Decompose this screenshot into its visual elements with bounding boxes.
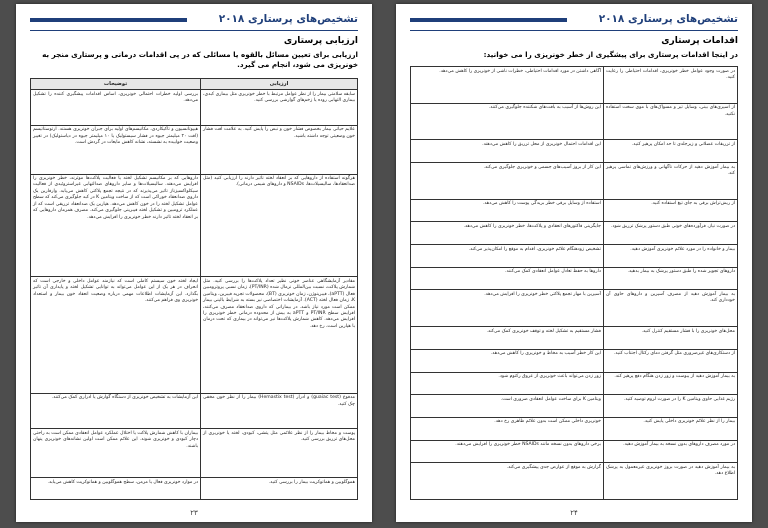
rationale-cell: فشار مستقیم به تشکیل لخته و توقف خونریزی کمک می‌کند. — [411, 327, 604, 350]
rationale-cell: این کار خطر آسیب به مخاط و خونریزی را کاهش می‌دهد. — [411, 349, 604, 372]
table-row — [411, 440, 738, 463]
interventions-table — [410, 66, 738, 500]
table-row — [411, 267, 738, 290]
rationale-cell: این کار از بروز آسیب‌های جسمی و خونریزی جلوگیری می‌کند. — [411, 163, 604, 200]
rationale-cell: داروها به حفظ تعادل عوامل انعقادی کمک می‌کنند. — [411, 267, 604, 290]
intervention-cell: از دستکاری‌های غیرضروری مثل گرفتن دمای رکتال اجتناب کنید. — [603, 349, 737, 372]
rationale-cell: جایگزینی فاکتورهای انعقادی و پلاکت‌ها، خطر خونریزی را کاهش می‌دهد. — [411, 222, 604, 245]
rationale-cell: ویتامین K برای ساخت عوامل انعقادی ضروری است. — [411, 395, 604, 418]
intervention-cell: در صورت نیاز، فرآورده‌های خونی طبق دستور پزشک تزریق شود. — [603, 222, 737, 245]
table-row — [31, 174, 358, 277]
table-row — [31, 429, 358, 478]
table-row — [411, 163, 738, 200]
rationale-cell: آسپرین با مهار تجمع پلاکتی خطر خونریزی را افزایش می‌دهد. — [411, 290, 604, 327]
rationale-cell: این آزمایشات به تشخیص خونریزی از دستگاه گوارش یا ادراری کمک می‌کنند. — [31, 393, 201, 428]
table-header-row — [31, 79, 358, 90]
intervention-cell: از اسپری‌های بینی، وسایل تیز و مسواک‌های با موی سخت استفاده نکنید. — [603, 103, 737, 140]
intervention-cell: رژیم غذایی حاوی ویتامین K را در صورت لزوم توصیه کنید. — [603, 395, 737, 418]
intervention-cell: به بیمار آموزش دهید از حرکات ناگهانی و ورزش‌های تماسی پرهیز کند. — [603, 163, 737, 200]
rationale-cell: بررسی اولیه خطرات احتمالی خونریزی، اساس اقدامات پیشگیری کننده را تشکیل می‌دهد. — [31, 90, 201, 125]
assessment-cell: علایم حیاتی بیمار بخصوص فشار خون و نبض را پایش کنید. به علامت افت فشار خون وضعیتی توجه داشته باشید. — [201, 125, 358, 174]
page-header — [410, 12, 738, 31]
rationale-cell: برخی داروهای بدون نسخه مانند NSAIDs خطر خونریزی را افزایش می‌دهند. — [411, 440, 604, 463]
header-title: تشخیص‌های پرستاری ۲۰۱۸ — [218, 13, 358, 25]
assessment-cell: هرگونه استفاده از داروهایی که بر انعقاد لخته تاثیر دارند را ارزیابی کنید (مثل ضدانعقادها، سالیسیلات‌ها، NSAIDs و داروهای شیمی درمانی). — [201, 174, 358, 277]
assessment-cell: پوست و مخاط بیمار را از نظر علائمی مثل پتشی، کبودی، لخته یا خونریزی از محل‌های تزریق بررسی کنید. — [201, 429, 358, 478]
table-row — [411, 290, 738, 327]
rationale-cell: داروهایی که بر مکانیسم تشکیل لخته یا فعالیت پلاکت‌ها موثرند، خطر خونریزی را افزایش می‌دهند. سالیسیلات‌ها و سایر داروهای ضدالتهابی غیراستروئیدی از فعالیت سیکلواکسیژناز تاثیر می‌پذیرند که در نتیجه تجمع پلاکتی کاهش می‌یابد. وارفارین یک داروی ضدانعقاد خوراکی است که از ساخت ویتامین K در کبد جلوگیری می‌کند که سطح عوامل تشکیل لخته را در خون کاهش می‌دهد. هپارین یک ضدانعقاد تزریقی است که از عملکرد ترومبین و تشکیل لخته فیبرینی جلوگیری می‌کند. مصرف همزمان داروهایی که بر انعقاد لخته تاثیر دارند خطر خونریزی را افزایش می‌دهد. — [31, 174, 201, 277]
assessment-cell: مقادیر آزمایشگاهی عناصر خونی نظیر تعداد پلاکت‌ها را بررسی کنید. مثل شمارش پلاکت، نسبت بین‌المللی نرمال شده (PT/INR)، زمان نسبی پروترومبین فعال (aPTT)، فیبرینوژن، زمان خونریزی (BT)، محصولات تجزیه فیبرین، ویتامین K، زمان فعال لخته (ACT). آزمایشات اختصاصی نیز بسته به شرایط بالینی بیمار ممکن است مورد نیاز باشد. در بیمارانی که داروی ضدانعقاد مصرف می‌کنند، افزایش سطح PT/INR و aPTT به بیش از محدوده درمانی خطر خونریزی را افزایش می‌دهد. کاهش شمارش پلاکت‌ها نیز می‌تواند در بیماری که تحت درمان با هپارین است، رخ دهد. — [201, 277, 358, 393]
intervention-cell: در صورت وجود عوامل خطر خونریزی، اقدامات احتیاطی را رعایت کنید. — [603, 67, 737, 104]
table-row — [31, 90, 358, 125]
intervention-cell: بیمار و خانواده را در مورد علائم خونریزی آموزش دهید. — [603, 245, 737, 268]
assessment-table — [30, 78, 358, 500]
section-question: در اینجا اقدامات پرستاری برای پیشگیری از خطر خونریزی را می خوانید: — [483, 50, 738, 59]
table-row — [411, 103, 738, 140]
rationale-cell: گزارش به موقع از عوارض جدی پیشگیری می‌کند. — [411, 463, 604, 500]
table-row — [411, 372, 738, 395]
rationale-cell: زور زدن می‌تواند باعث خونریزی از عروق رکتوم شود. — [411, 372, 604, 395]
page-number: ۲۴ — [570, 509, 578, 517]
table-row — [31, 277, 358, 393]
table-row — [411, 417, 738, 440]
header-title: تشخیص‌های پرستاری ۲۰۱۸ — [598, 13, 738, 25]
column-header-assessment: ارزیابی — [201, 79, 358, 90]
table-row — [31, 478, 358, 500]
rationale-cell: استفاده از وسایل برقی خطر بریدگی پوست را کاهش می‌دهد. — [411, 199, 604, 222]
rationale-cell: خونریزی داخلی ممکن است بدون علائم ظاهری رخ دهد. — [411, 417, 604, 440]
intervention-cell: از تزریقات عضلانی و زیرجلدی تا حد امکان پرهیز کنید. — [603, 140, 737, 163]
table-row — [411, 349, 738, 372]
page-left — [16, 4, 372, 522]
intervention-cell: به بیمار آموزش دهید از مصرف آسپرین و داروهای حاوی آن خودداری کند. — [603, 290, 737, 327]
assessment-cell: سابقه سلامتی بیمار را از نظر عوامل مرتبط با خطر خونریزی مثل بیماری کبدی، بیماری التهابی روده یا زخم‌های گوارشی بررسی کنید. — [201, 90, 358, 125]
header-bar — [410, 18, 567, 22]
assessment-cell: مدفوع (guaiac test) و ادرار (Hemastix test) بیمار را از نظر خون مخفی چک کنید. — [201, 393, 358, 428]
header-bar — [30, 18, 187, 22]
intervention-cell: از ریش‌تراش برقی به جای تیغ استفاده کنید. — [603, 199, 737, 222]
table-row — [411, 395, 738, 418]
intervention-cell: به بیمار آموزش دهید در صورت بروز خونریزی غیرمعمول به پزشک اطلاع دهد. — [603, 463, 737, 500]
column-header-rationale: توضیحات — [31, 79, 201, 90]
table-row — [411, 199, 738, 222]
intervention-cell: بیمار را از نظر علائم خونریزی داخلی پایش کنید. — [603, 417, 737, 440]
intervention-cell: به بیمار آموزش دهید از یبوست و زور زدن هنگام دفع پرهیز کند. — [603, 372, 737, 395]
section-title: اقدامات پرستاری — [661, 36, 738, 46]
rationale-cell: این روش‌ها از آسیب به بافت‌های شکننده جلوگیری می‌کنند. — [411, 103, 604, 140]
rationale-cell: ایجاد لخته خون سیستم کاملی است که نیازمند عوامل داخلی و خارجی است که انحراف در هر یک از این عوامل می‌تواند به توانایی تشکیل لخته و پایداری آن تاثیر بگذارد. این آزمایشات اطلاعات مهمی درباره وضعیت انعقاد خون بیمار و استعداد خونریزی وی فراهم می‌کنند. — [31, 277, 201, 393]
table-row — [411, 245, 738, 268]
table-row — [411, 327, 738, 350]
rationale-cell: آگاهی داشتن در مورد اقدامات احتیاطی، خطرات ناشی از خونریزی را کاهش می‌دهد. — [411, 67, 604, 104]
rationale-cell: بیماران با کاهش شمارش پلاکت یا اختلال عملکرد عوامل انعقادی ممکن است به راحتی دچار کبودی و خونریزی شوند. این علائم ممکن است اولین نشانه‌های خونریزی پنهان باشند. — [31, 429, 201, 478]
page-header — [30, 12, 358, 31]
table-row — [411, 67, 738, 104]
rationale-cell: در موارد خونریزی فعال یا مزمن، سطح هموگلوبین و هماتوکریت کاهش می‌یابد. — [31, 478, 201, 500]
table-row — [411, 463, 738, 500]
table-row — [411, 222, 738, 245]
page-number: ۲۳ — [190, 509, 198, 517]
section-question: ارزیابی برای تعیین مسائل بالقوه یا مسائلی که در پی اقدامات درمانی و پرستاری منجر به خونریزی می شود، انجام می گیرد. — [42, 50, 358, 70]
assessment-cell: هموگلوبین و هماتوکریت بیمار را بررسی کنید. — [201, 478, 358, 500]
rationale-cell: هیپوتانسیون و تاکیکاردی، مکانیسم‌های اولیه برای جبران خونریزی هستند. ارتوستاتیسم (افت ۲۰ میلیمتر جیوه در فشار سیستولیک یا ۱۰ میلیمتر جیوه در دیاستولیک) در تغییر وضعیت خوابیده به نشسته، نشانه کاهش مایعات در گردش است. — [31, 125, 201, 174]
table-row — [31, 393, 358, 428]
rationale-cell: این اقدامات احتمال خونریزی از محل تزریق را کاهش می‌دهند. — [411, 140, 604, 163]
intervention-cell: در مورد مصرف داروهای بدون نسخه به بیمار آموزش دهید. — [603, 440, 737, 463]
page-right — [396, 4, 752, 522]
table-row — [31, 125, 358, 174]
intervention-cell: محل‌های خونریزی را با فشار مستقیم کنترل کنید. — [603, 327, 737, 350]
intervention-cell: داروهای تجویز شده را طبق دستور پزشک به بیمار بدهید. — [603, 267, 737, 290]
rationale-cell: تشخیص زودهنگام علائم خونریزی، اقدام به موقع را امکان‌پذیر می‌کند. — [411, 245, 604, 268]
section-title: ارزیابی پرستاری — [283, 36, 358, 46]
table-row — [411, 140, 738, 163]
